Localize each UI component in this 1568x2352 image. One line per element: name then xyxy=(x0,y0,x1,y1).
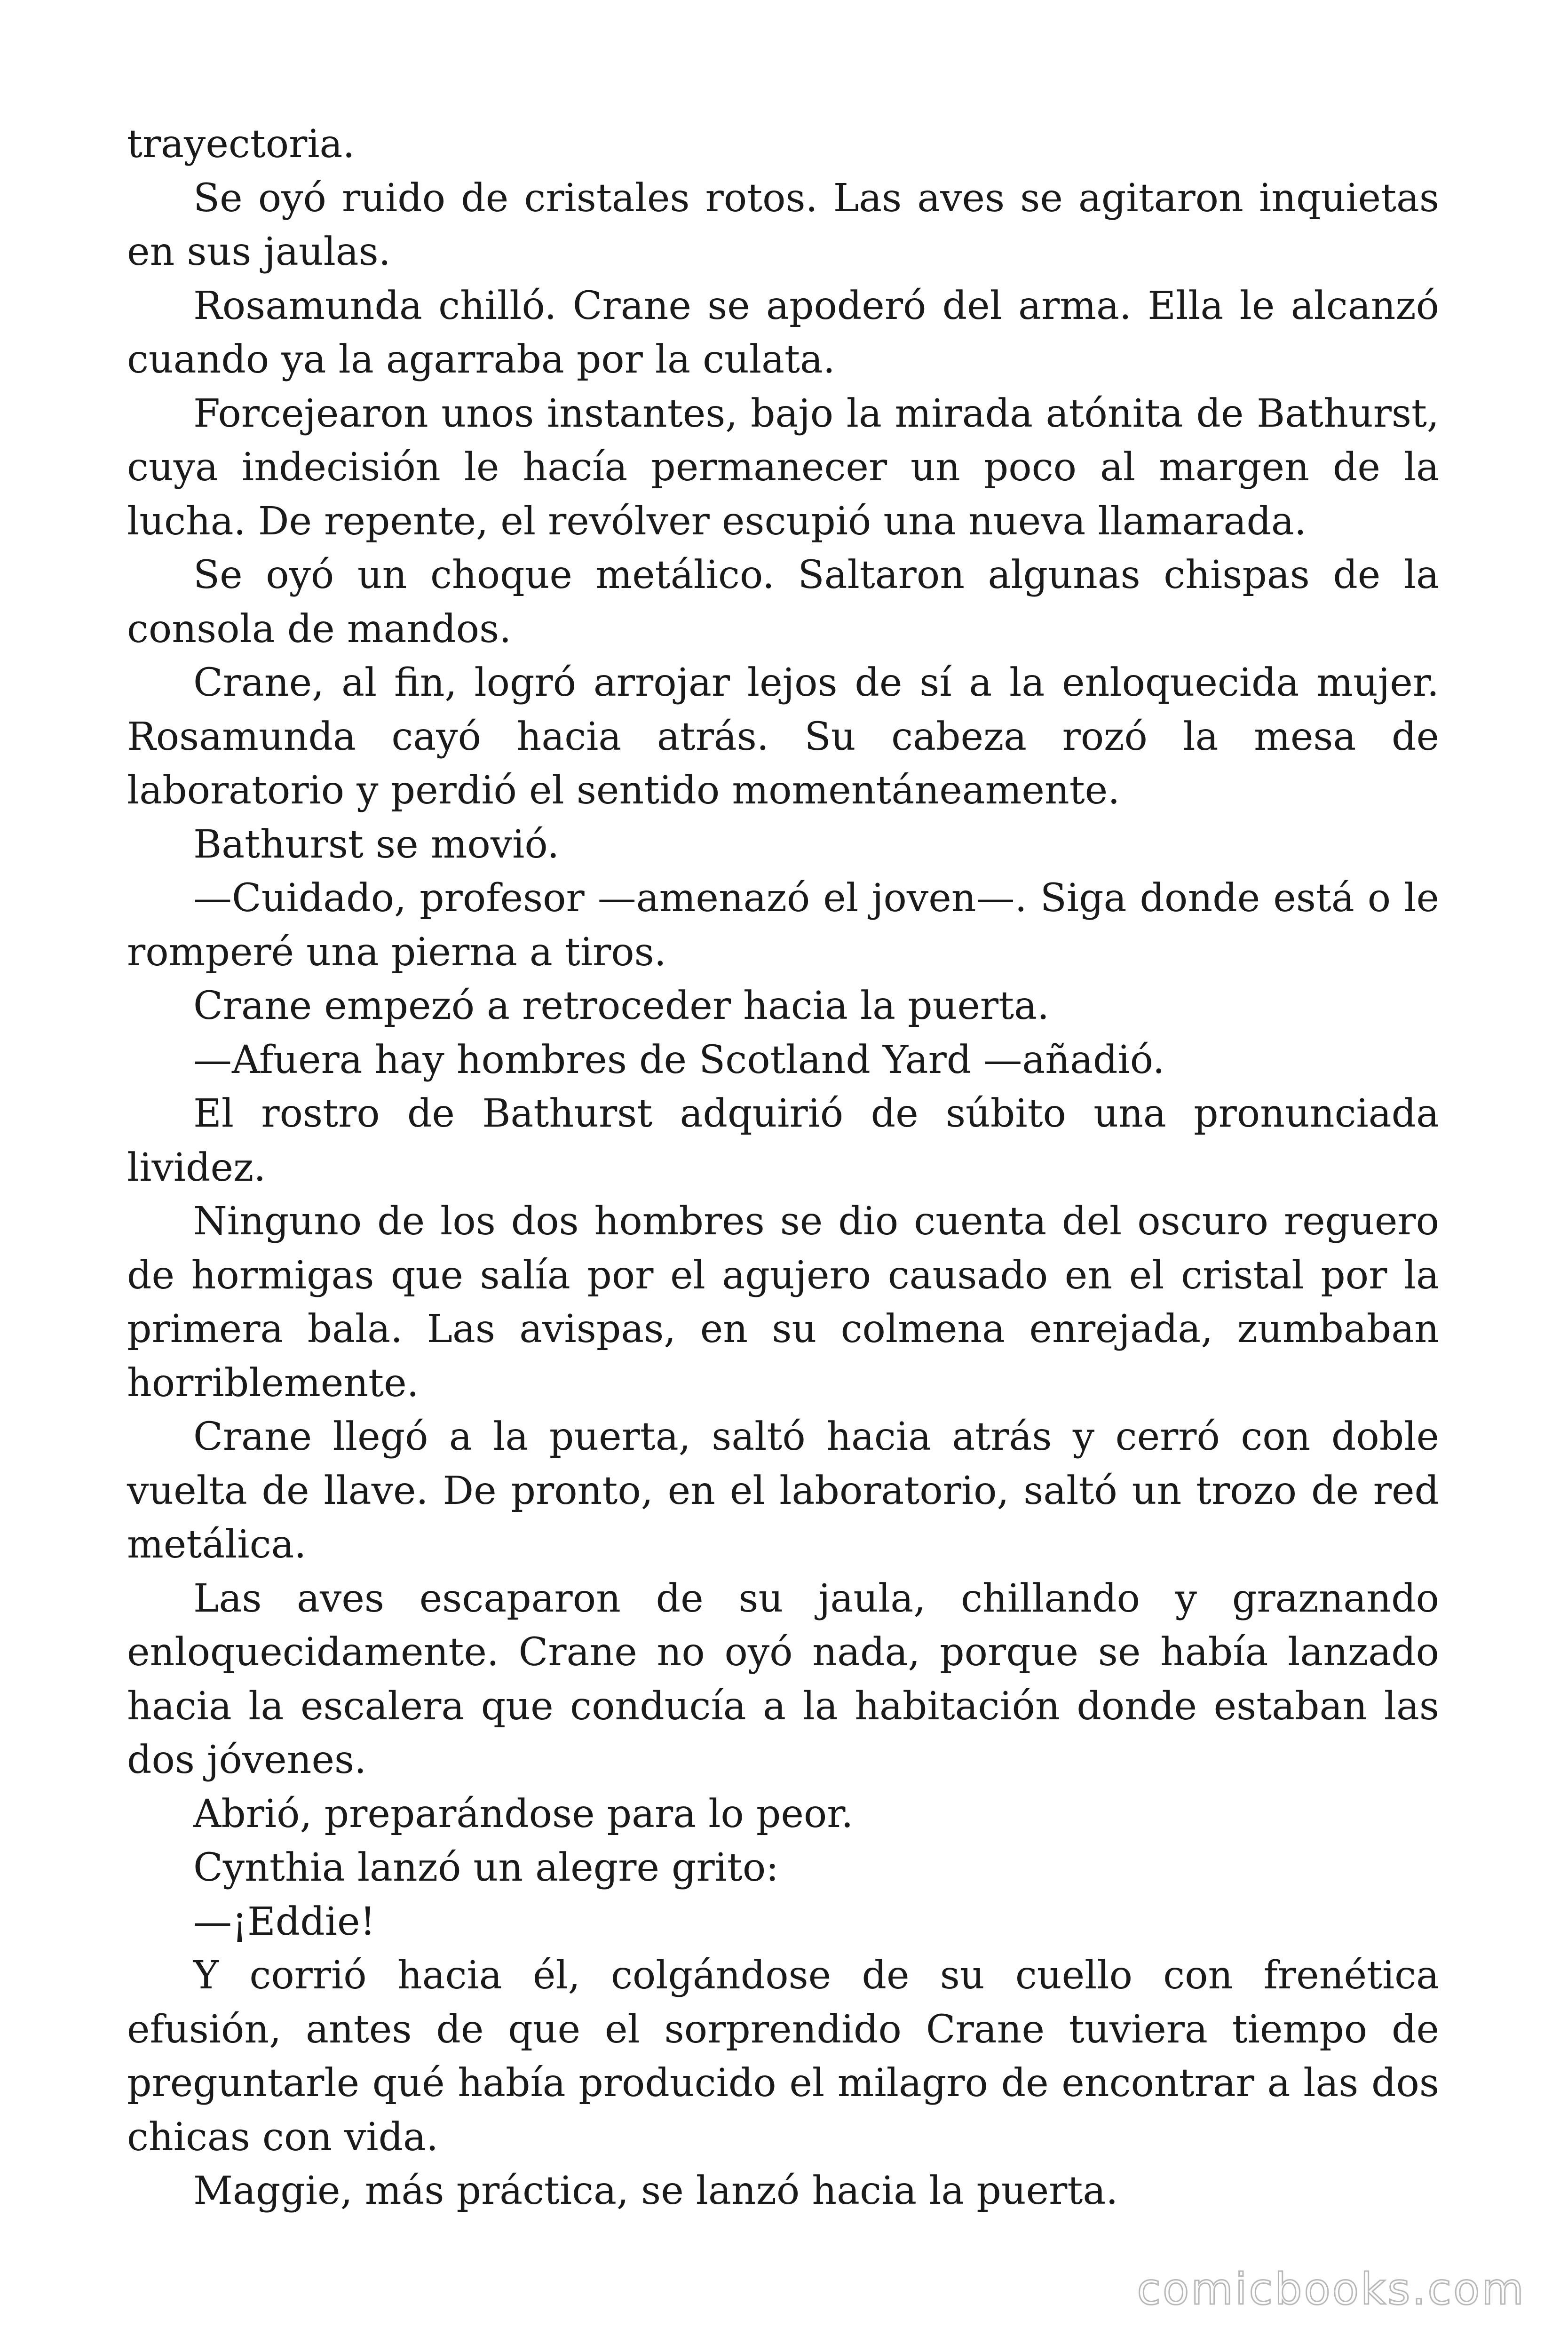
watermark-text: comicbooks.com xyxy=(1137,2264,1526,2314)
page-body-text xyxy=(127,118,1439,2218)
paragraph-6: Crane, al fin, logró arrojar lejos de sí a la enloquecida mujer. Rosamunda cayó hacia atrás. Su cabeza rozó la mesa de laboratorio y perdió el sentido momentáneamente. xyxy=(127,660,1439,813)
paragraph-1: trayectoria. xyxy=(127,122,355,167)
paragraph-11: El rostro de Bathurst adquirió de súbito una pronunciada lividez. xyxy=(127,1091,1439,1190)
paragraph-3: Rosamunda chilló. Crane se apoderó del arma. Ella le alcanzó cuando ya la agarraba por la culata. xyxy=(127,283,1439,382)
paragraph-18: Y corrió hacia él, colgándose de su cuello con frenética efusión, antes de que el sorprendido Crane tuviera tiempo de preguntarle qué había producido el milagro de encontrar a las dos chicas con vida. xyxy=(127,1953,1439,2160)
paragraph-9: Crane empezó a retroceder hacia la puerta. xyxy=(193,984,1050,1028)
paragraph-8: —Cuidado, profesor —amenazó el joven—. Siga donde está o le romperé una pierna a tiros. xyxy=(127,876,1439,975)
paragraph-19: Maggie, más práctica, se lanzó hacia la puerta. xyxy=(193,2169,1118,2213)
paragraph-5: Se oyó un choque metálico. Saltaron algunas chispas de la consola de mandos. xyxy=(127,553,1439,652)
paragraph-14: Las aves escaparon de su jaula, chillando y graznando enloquecidamente. Crane no oyó nada, porque se había lanzado hacia la escalera que conducía a la habitación donde estaban las dos jóvenes. xyxy=(127,1576,1439,1782)
paragraph-12: Ninguno de los dos hombres se dio cuenta del oscuro reguero de hormigas que salía por el agujero causado en el cristal por la primera bala. Las avispas, en su colmena enrejada, zumbaban horriblemente. xyxy=(127,1199,1439,1406)
paragraph-10: —Afuera hay hombres de Scotland Yard —añadió. xyxy=(193,1037,1165,1082)
paragraph-7: Bathurst se movió. xyxy=(193,822,560,867)
paragraph-15: Abrió, preparándose para lo peor. xyxy=(193,1791,854,1836)
paragraph-2: Se oyó ruido de cristales rotos. Las aves se agitaron inquietas en sus jaulas. xyxy=(127,175,1439,274)
paragraph-16: Cynthia lanzó un alegre grito: xyxy=(193,1845,779,1890)
paragraph-13: Crane llegó a la puerta, saltó hacia atrás y cerró con doble vuelta de llave. De pronto, en el laboratorio, saltó un trozo de red metálica. xyxy=(127,1414,1439,1567)
paragraph-17: —¡Eddie! xyxy=(193,1899,376,1944)
paragraph-4: Forcejearon unos instantes, bajo la mirada atónita de Bathurst, cuya indecisión le hacía permanecer un poco al margen de la lucha. De repente, el revólver escupió una nueva llamarada. xyxy=(127,391,1439,544)
